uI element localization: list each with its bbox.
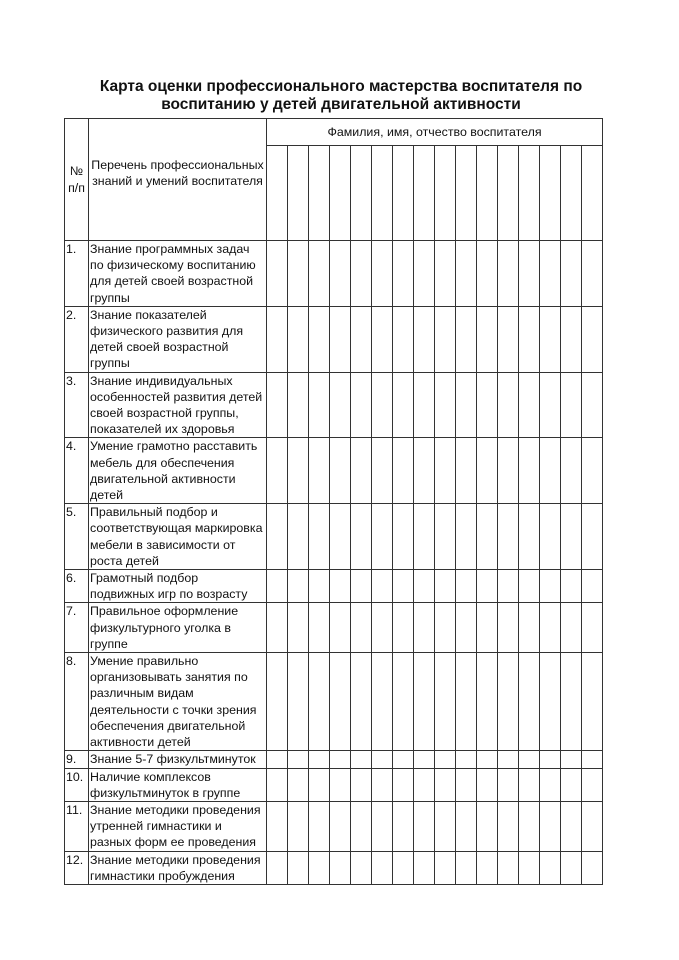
score-cell[interactable]	[414, 603, 435, 653]
row-number: 10.	[65, 768, 89, 801]
score-cell[interactable]	[330, 768, 351, 801]
score-cell[interactable]	[435, 603, 456, 653]
score-cell[interactable]	[561, 603, 582, 653]
score-cell[interactable]	[540, 504, 561, 570]
score-cell[interactable]	[456, 751, 477, 768]
score-cell[interactable]	[267, 438, 288, 504]
table-row	[65, 751, 603, 768]
score-cell[interactable]	[456, 801, 477, 851]
score-cell[interactable]	[330, 851, 351, 884]
score-cell[interactable]	[330, 504, 351, 570]
score-cell[interactable]	[372, 306, 393, 372]
score-cell[interactable]	[435, 851, 456, 884]
score-cell[interactable]	[498, 570, 519, 603]
score-cell[interactable]	[519, 306, 540, 372]
score-cell[interactable]	[498, 438, 519, 504]
score-cell[interactable]	[456, 438, 477, 504]
score-cell[interactable]	[435, 372, 456, 438]
row-skill-text: Правильное оформление физкультурного уголка в группе	[89, 603, 267, 653]
row-number: 7.	[65, 603, 89, 653]
table-row	[65, 801, 603, 851]
header-blank-cell	[288, 146, 309, 241]
score-cell[interactable]	[372, 851, 393, 884]
header-blank-cell	[561, 146, 582, 241]
score-cell[interactable]	[414, 504, 435, 570]
score-cell[interactable]	[477, 801, 498, 851]
score-cell[interactable]	[540, 570, 561, 603]
score-cell[interactable]	[288, 851, 309, 884]
score-cell[interactable]	[309, 851, 330, 884]
title-line-1: Карта оценки профессионального мастерства воспитателя по	[99, 78, 583, 95]
score-cell[interactable]	[435, 438, 456, 504]
score-cell[interactable]	[477, 241, 498, 307]
score-cell[interactable]	[540, 751, 561, 768]
score-cell[interactable]	[540, 241, 561, 307]
score-cell[interactable]	[498, 372, 519, 438]
row-skill-text: Знание 5-7 физкультминуток	[89, 751, 267, 768]
header-blank-cell	[351, 146, 372, 241]
score-cell[interactable]	[372, 241, 393, 307]
header-blank-cell	[372, 146, 393, 241]
score-cell[interactable]	[456, 504, 477, 570]
score-cell[interactable]	[267, 768, 288, 801]
score-cell[interactable]	[372, 603, 393, 653]
score-cell[interactable]	[393, 570, 414, 603]
score-cell[interactable]	[351, 603, 372, 653]
score-cell[interactable]	[540, 438, 561, 504]
score-cell[interactable]	[393, 372, 414, 438]
score-cell[interactable]	[582, 653, 603, 751]
score-cell[interactable]	[414, 372, 435, 438]
score-cell[interactable]	[456, 768, 477, 801]
header-row-top	[65, 119, 603, 146]
score-cell[interactable]	[540, 372, 561, 438]
score-cell[interactable]	[498, 768, 519, 801]
score-cell[interactable]	[330, 653, 351, 751]
header-blank-cell	[519, 146, 540, 241]
score-cell[interactable]	[477, 438, 498, 504]
score-cell[interactable]	[435, 751, 456, 768]
row-skill-text: Грамотный подбор подвижных игр по возрасту	[89, 570, 267, 603]
score-cell[interactable]	[456, 851, 477, 884]
score-cell[interactable]	[561, 504, 582, 570]
score-cell[interactable]	[372, 372, 393, 438]
score-cell[interactable]	[267, 504, 288, 570]
score-cell[interactable]	[288, 372, 309, 438]
header-blank-cell	[477, 146, 498, 241]
evaluation-table	[64, 118, 603, 885]
score-cell[interactable]	[561, 438, 582, 504]
score-cell[interactable]	[372, 801, 393, 851]
score-cell[interactable]	[351, 768, 372, 801]
score-cell[interactable]	[561, 751, 582, 768]
header-blank-cell	[393, 146, 414, 241]
title-line-2: воспитанию у детей двигательной активности	[161, 96, 521, 113]
score-cell[interactable]	[330, 570, 351, 603]
score-cell[interactable]	[393, 801, 414, 851]
table-row	[65, 438, 603, 504]
score-cell[interactable]	[288, 306, 309, 372]
header-number	[65, 119, 89, 241]
score-cell[interactable]	[477, 851, 498, 884]
score-cell[interactable]	[477, 372, 498, 438]
header-blank-cell	[540, 146, 561, 241]
score-cell[interactable]	[498, 851, 519, 884]
table-row	[65, 241, 603, 307]
score-cell[interactable]	[456, 570, 477, 603]
header-blank-cell	[267, 146, 288, 241]
score-cell[interactable]	[582, 751, 603, 768]
score-cell[interactable]	[519, 438, 540, 504]
row-skill-text: Знание методики проведения утренней гимнастики и разных форм ее проведения	[89, 801, 267, 851]
score-cell[interactable]	[477, 570, 498, 603]
score-cell[interactable]	[267, 372, 288, 438]
score-cell[interactable]	[519, 801, 540, 851]
score-cell[interactable]	[351, 851, 372, 884]
score-cell[interactable]	[393, 653, 414, 751]
score-cell[interactable]	[414, 570, 435, 603]
score-cell[interactable]	[414, 438, 435, 504]
score-cell[interactable]	[540, 603, 561, 653]
score-cell[interactable]	[393, 751, 414, 768]
score-cell[interactable]	[540, 768, 561, 801]
score-cell[interactable]	[309, 372, 330, 438]
score-cell[interactable]	[309, 603, 330, 653]
score-cell[interactable]	[582, 372, 603, 438]
page-title	[66, 78, 616, 114]
score-cell[interactable]	[309, 504, 330, 570]
score-cell[interactable]	[393, 851, 414, 884]
score-cell[interactable]	[309, 751, 330, 768]
score-cell[interactable]	[330, 751, 351, 768]
score-cell[interactable]	[414, 241, 435, 307]
score-cell[interactable]	[288, 504, 309, 570]
score-cell[interactable]	[288, 570, 309, 603]
score-cell[interactable]	[519, 504, 540, 570]
score-cell[interactable]	[309, 768, 330, 801]
score-cell[interactable]	[456, 306, 477, 372]
header-blank-cell	[309, 146, 330, 241]
score-cell[interactable]	[267, 801, 288, 851]
score-cell[interactable]	[414, 801, 435, 851]
table-body	[65, 241, 603, 885]
score-cell[interactable]	[435, 241, 456, 307]
score-cell[interactable]	[582, 438, 603, 504]
score-cell[interactable]	[456, 653, 477, 751]
row-skill-text: Знание методики проведения гимнастики пробуждения	[89, 851, 267, 884]
score-cell[interactable]	[498, 504, 519, 570]
row-number: 12.	[65, 851, 89, 884]
score-cell[interactable]	[351, 306, 372, 372]
score-cell[interactable]	[561, 851, 582, 884]
row-skill-text: Знание индивидуальных особенностей развития детей своей возрастной группы, показателей их здоровья	[89, 372, 267, 438]
score-cell[interactable]	[309, 241, 330, 307]
score-cell[interactable]	[351, 751, 372, 768]
score-cell[interactable]	[456, 372, 477, 438]
score-cell[interactable]	[456, 603, 477, 653]
score-cell[interactable]	[330, 603, 351, 653]
score-cell[interactable]	[414, 306, 435, 372]
header-blank-cell	[498, 146, 519, 241]
header-number-line-1: №	[69, 164, 84, 179]
row-number: 1.	[65, 241, 89, 307]
score-cell[interactable]	[267, 851, 288, 884]
score-cell[interactable]	[477, 306, 498, 372]
row-skill-text: Умение грамотно расставить мебель для обеспечения двигательной активности детей	[89, 438, 267, 504]
score-cell[interactable]	[519, 372, 540, 438]
table-row	[65, 372, 603, 438]
score-cell[interactable]	[477, 768, 498, 801]
score-cell[interactable]	[351, 504, 372, 570]
header-teacher-name: Фамилия, имя, отчество воспитателя	[267, 119, 603, 146]
header-skill-list: Перечень профессиональных знаний и умений воспитателя	[89, 119, 267, 241]
score-cell[interactable]	[435, 306, 456, 372]
table-row	[65, 851, 603, 884]
score-cell[interactable]	[393, 306, 414, 372]
score-cell[interactable]	[435, 570, 456, 603]
score-cell[interactable]	[330, 801, 351, 851]
score-cell[interactable]	[519, 768, 540, 801]
score-cell[interactable]	[372, 570, 393, 603]
row-skill-text: Знание показателей физического развития для детей своей возрастной группы	[89, 306, 267, 372]
score-cell[interactable]	[351, 241, 372, 307]
score-cell[interactable]	[435, 504, 456, 570]
score-cell[interactable]	[309, 438, 330, 504]
score-cell[interactable]	[372, 768, 393, 801]
score-cell[interactable]	[582, 241, 603, 307]
score-cell[interactable]	[393, 603, 414, 653]
score-cell[interactable]	[561, 768, 582, 801]
score-cell[interactable]	[288, 801, 309, 851]
row-skill-text: Правильный подбор и соответствующая маркировка мебели в зависимости от роста детей	[89, 504, 267, 570]
table-row	[65, 603, 603, 653]
score-cell[interactable]	[414, 851, 435, 884]
score-cell[interactable]	[288, 653, 309, 751]
score-cell[interactable]	[561, 241, 582, 307]
score-cell[interactable]	[288, 438, 309, 504]
row-skill-text: Знание программных задач по физическому воспитанию для детей своей возрастной группы	[89, 241, 267, 307]
score-cell[interactable]	[351, 372, 372, 438]
score-cell[interactable]	[288, 751, 309, 768]
score-cell[interactable]	[309, 306, 330, 372]
score-cell[interactable]	[519, 653, 540, 751]
score-cell[interactable]	[351, 801, 372, 851]
score-cell[interactable]	[435, 653, 456, 751]
score-cell[interactable]	[414, 653, 435, 751]
table-row	[65, 504, 603, 570]
score-cell[interactable]	[582, 504, 603, 570]
header-blank-cell	[330, 146, 351, 241]
score-cell[interactable]	[477, 653, 498, 751]
score-cell[interactable]	[330, 306, 351, 372]
row-skill-text: Наличие комплексов физкультминуток в группе	[89, 768, 267, 801]
row-number: 8.	[65, 653, 89, 751]
score-cell[interactable]	[519, 241, 540, 307]
score-cell[interactable]	[561, 653, 582, 751]
score-cell[interactable]	[309, 801, 330, 851]
score-cell[interactable]	[372, 751, 393, 768]
score-cell[interactable]	[351, 653, 372, 751]
score-cell[interactable]	[309, 653, 330, 751]
score-cell[interactable]	[477, 603, 498, 653]
header-blank-cell	[456, 146, 477, 241]
score-cell[interactable]	[351, 438, 372, 504]
score-cell[interactable]	[330, 241, 351, 307]
score-cell[interactable]	[372, 438, 393, 504]
header-number-line-2: п/п	[68, 180, 85, 195]
score-cell[interactable]	[582, 768, 603, 801]
score-cell[interactable]	[372, 504, 393, 570]
score-cell[interactable]	[561, 372, 582, 438]
score-cell[interactable]	[267, 241, 288, 307]
score-cell[interactable]	[288, 603, 309, 653]
score-cell[interactable]	[309, 570, 330, 603]
header-blank-cell	[582, 146, 603, 241]
score-cell[interactable]	[435, 768, 456, 801]
row-skill-text: Умение правильно организовывать занятия по различным видам деятельности с точки зрения обеспечения двигательной активности детей	[89, 653, 267, 751]
score-cell[interactable]	[561, 306, 582, 372]
score-cell[interactable]	[414, 751, 435, 768]
score-cell[interactable]	[267, 653, 288, 751]
score-cell[interactable]	[519, 751, 540, 768]
table-row	[65, 768, 603, 801]
score-cell[interactable]	[393, 241, 414, 307]
score-cell[interactable]	[372, 653, 393, 751]
score-cell[interactable]	[519, 851, 540, 884]
row-number: 11.	[65, 801, 89, 851]
row-number: 5.	[65, 504, 89, 570]
score-cell[interactable]	[540, 653, 561, 751]
score-cell[interactable]	[540, 851, 561, 884]
score-cell[interactable]	[393, 504, 414, 570]
row-number: 3.	[65, 372, 89, 438]
score-cell[interactable]	[561, 570, 582, 603]
score-cell[interactable]	[498, 653, 519, 751]
score-cell[interactable]	[456, 241, 477, 307]
table-row	[65, 653, 603, 751]
score-cell[interactable]	[582, 851, 603, 884]
score-cell[interactable]	[519, 570, 540, 603]
row-number: 2.	[65, 306, 89, 372]
score-cell[interactable]	[267, 570, 288, 603]
row-number: 6.	[65, 570, 89, 603]
score-cell[interactable]	[330, 372, 351, 438]
score-cell[interactable]	[414, 768, 435, 801]
header-blank-cell	[435, 146, 456, 241]
score-cell[interactable]	[498, 751, 519, 768]
score-cell[interactable]	[519, 603, 540, 653]
score-cell[interactable]	[393, 438, 414, 504]
score-cell[interactable]	[582, 306, 603, 372]
score-cell[interactable]	[267, 603, 288, 653]
score-cell[interactable]	[498, 241, 519, 307]
score-cell[interactable]	[561, 801, 582, 851]
score-cell[interactable]	[267, 751, 288, 768]
score-cell[interactable]	[540, 801, 561, 851]
score-cell[interactable]	[498, 306, 519, 372]
header-blank-cell	[414, 146, 435, 241]
score-cell[interactable]	[477, 504, 498, 570]
score-cell[interactable]	[267, 306, 288, 372]
score-cell[interactable]	[288, 768, 309, 801]
score-cell[interactable]	[498, 603, 519, 653]
score-cell[interactable]	[477, 751, 498, 768]
score-cell[interactable]	[582, 570, 603, 603]
score-cell[interactable]	[435, 801, 456, 851]
score-cell[interactable]	[582, 801, 603, 851]
score-cell[interactable]	[351, 570, 372, 603]
score-cell[interactable]	[393, 768, 414, 801]
score-cell[interactable]	[540, 306, 561, 372]
row-number: 4.	[65, 438, 89, 504]
score-cell[interactable]	[498, 801, 519, 851]
table-row	[65, 306, 603, 372]
row-number: 9.	[65, 751, 89, 768]
score-cell[interactable]	[582, 603, 603, 653]
table-row	[65, 570, 603, 603]
score-cell[interactable]	[288, 241, 309, 307]
score-cell[interactable]	[330, 438, 351, 504]
